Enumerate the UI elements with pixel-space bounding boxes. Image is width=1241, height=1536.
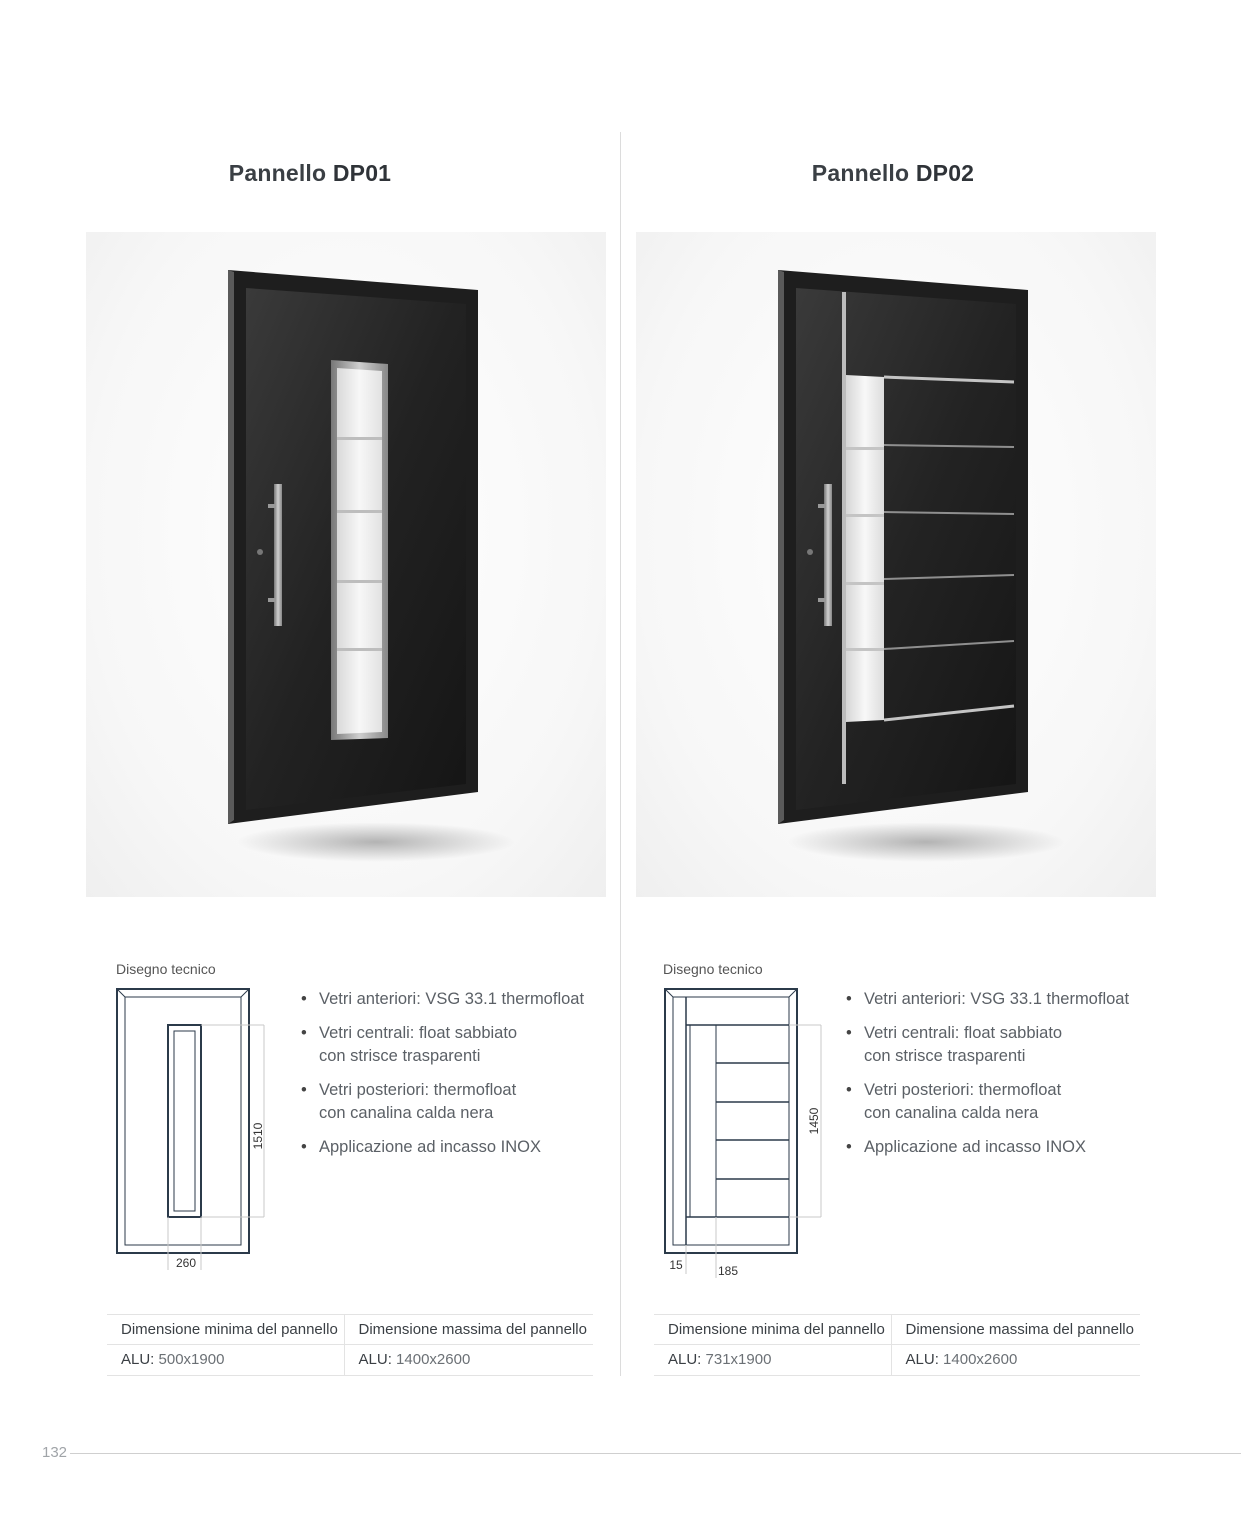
panel-title — [620, 160, 1166, 187]
dimensions-table — [107, 1314, 593, 1376]
dim-height-label: 1450 — [807, 1107, 821, 1135]
spec-list — [301, 988, 584, 1170]
title-code: DP02 — [915, 160, 975, 186]
spec-item: • Applicazione ad incasso INOX — [846, 1136, 1129, 1159]
dimensions-table — [654, 1314, 1140, 1376]
title-code: DP01 — [332, 160, 392, 186]
max-size-value: ALU: 1400x2600 — [891, 1345, 1140, 1376]
panel-dp02 — [550, 0, 1170, 1400]
min-size-header: Dimensione minima del pannello — [107, 1315, 344, 1345]
spec-item: • Vetri posteriori: thermofloat con canalina calda nera — [301, 1079, 521, 1125]
max-size-value: ALU: 1400x2600 — [344, 1345, 593, 1376]
tech-drawing-dp02 — [658, 982, 838, 1282]
dim-width-label: 185 — [717, 1264, 739, 1278]
max-size-header: Dimensione massima del pannello — [891, 1315, 1140, 1345]
tech-drawing-label: Disegno tecnico — [116, 961, 216, 977]
panel-title — [0, 160, 620, 187]
spec-item: • Applicazione ad incasso INOX — [301, 1136, 584, 1159]
panel-dp01 — [0, 0, 620, 1400]
spec-item: • Vetri posteriori: thermofloat con canalina calda nera — [846, 1079, 1066, 1125]
min-size-value: ALU: 500x1900 — [107, 1345, 344, 1376]
tech-drawing-dp01 — [110, 982, 280, 1272]
spec-list — [846, 988, 1129, 1170]
max-size-header: Dimensione massima del pannello — [344, 1315, 593, 1345]
min-size-value: ALU: 731x1900 — [654, 1345, 891, 1376]
footer-rule — [70, 1453, 1241, 1454]
door-dp02-image — [636, 232, 1156, 897]
tech-drawing-label: Disegno tecnico — [663, 961, 763, 977]
dim-width-label: 260 — [175, 1256, 197, 1270]
spec-item: • Vetri centrali: float sabbiato con strisce trasparenti — [846, 1022, 1066, 1068]
title-prefix: Pannello — [228, 160, 327, 186]
dim-height-label: 1510 — [251, 1122, 265, 1150]
min-size-header: Dimensione minima del pannello — [654, 1315, 891, 1345]
door-dp01-image — [86, 232, 606, 897]
door-photo — [86, 232, 606, 897]
spec-item: • Vetri centrali: float sabbiato con strisce trasparenti — [301, 1022, 521, 1068]
title-prefix: Pannello — [811, 160, 910, 186]
spec-item: • Vetri anteriori: VSG 33.1 thermofloat — [301, 988, 584, 1011]
dim-offset-label: 15 — [669, 1258, 683, 1272]
spec-item: • Vetri anteriori: VSG 33.1 thermofloat — [846, 988, 1129, 1011]
door-photo — [636, 232, 1156, 897]
page-number: 132 — [42, 1444, 68, 1461]
